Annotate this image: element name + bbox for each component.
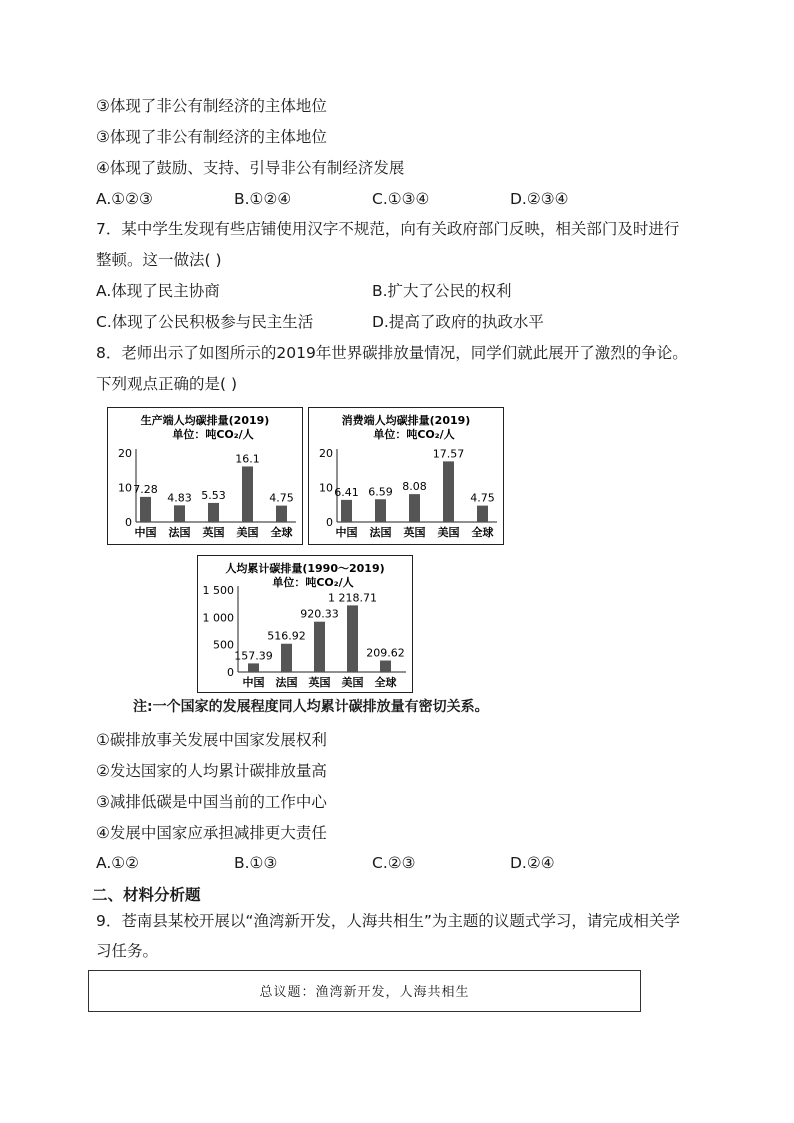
topic-box: [88, 970, 641, 1012]
q8-option-b[interactable]: B.①③: [234, 854, 278, 872]
chart-cumulative-per-capita: [197, 555, 413, 693]
chart-title: 消费端人均碳排量(2019): [341, 414, 471, 427]
x-tick-label: 法国: [275, 676, 298, 689]
x-tick-label: 英国: [308, 676, 331, 689]
bar: [276, 506, 287, 522]
x-tick-label: 法国: [168, 526, 191, 539]
bar: [281, 644, 292, 672]
q6-option-d[interactable]: D.②③④: [510, 190, 569, 208]
q8-statement-3: ③减排低碳是中国当前的工作中心: [96, 793, 327, 811]
chart-unit: 单位：吨CO₂/人: [172, 428, 254, 441]
q9-stem-line1: 9．苍南县某校开展以“渔湾新开发，人海共相生”为主题的议题式学习，请完成相关学: [96, 912, 680, 930]
topic-text: 总议题：渔湾新开发，人海共相生: [259, 985, 470, 1000]
bar-value-label: 5.53: [201, 488, 226, 502]
q6-option-b[interactable]: B.①②④: [234, 190, 292, 208]
chart-production-per-capita: [107, 407, 303, 545]
y-tick-label: 20: [319, 447, 333, 460]
q7-option-d[interactable]: D.提高了政府的执政水平: [372, 313, 544, 331]
bar: [380, 661, 391, 672]
bar: [174, 505, 185, 522]
bar-value-label: 17.57: [432, 447, 465, 461]
q6-statement-2: ③体现了非公有制经济的主体地位: [96, 97, 327, 115]
q8-stem-line1: 8．老师出示了如图所示的2019年世界碳排放量情况，同学们就此展开了激烈的争论。: [96, 344, 688, 362]
y-tick-label: 1 000: [202, 611, 234, 625]
bar: [140, 497, 151, 522]
x-tick-label: 美国: [341, 676, 364, 689]
x-tick-label: 中国: [335, 526, 358, 539]
q7-option-b[interactable]: B.扩大了公民的权利: [372, 282, 512, 300]
y-tick-label: 10: [319, 481, 333, 495]
chart-note: 注:一个国家的发展程度同人均累计碳排放量有密切关系。: [133, 699, 489, 715]
bar-value-label: 4.75: [269, 491, 294, 505]
q6-statement-4: ④体现了鼓励、支持、引导非公有制经济发展: [96, 159, 405, 177]
y-tick-label: 20: [118, 447, 132, 460]
q7-option-a[interactable]: A.体现了民主协商: [96, 282, 220, 300]
bar-value-label: 4.83: [167, 491, 192, 505]
y-tick-label: 500: [213, 638, 234, 652]
bar: [477, 506, 488, 522]
q8-statement-2: ②发达国家的人均累计碳排放量高: [96, 762, 327, 780]
bar-chart-cumulative: [198, 556, 412, 692]
q9-stem-line2: 习任务。: [96, 942, 159, 960]
x-tick-label: 英国: [202, 526, 225, 539]
bar-value-label: 7.28: [133, 482, 158, 496]
bar-value-label: 6.41: [334, 485, 359, 499]
bar: [347, 605, 358, 672]
bar-chart-production: [108, 408, 302, 544]
chart-title: 生产端人均碳排量(2019): [140, 414, 270, 427]
bar: [375, 499, 386, 522]
q8-option-c[interactable]: C.②③: [372, 854, 416, 872]
chart-unit: 单位：吨CO₂/人: [272, 576, 354, 589]
q8-option-a[interactable]: A.①②: [96, 854, 140, 872]
x-tick-label: 全球: [374, 676, 397, 689]
bar-value-label: 1 218.71: [328, 591, 377, 605]
x-tick-label: 法国: [369, 526, 392, 539]
x-tick-label: 中国: [134, 526, 157, 539]
y-tick-label: 0: [326, 516, 333, 529]
bar-value-label: 4.75: [470, 491, 495, 505]
y-tick-label: 10: [118, 481, 132, 495]
q8-stem-line2: 下列观点正确的是( ): [96, 375, 238, 393]
q6-statement-3: ③体现了非公有制经济的主体地位: [96, 128, 327, 146]
q8-option-d[interactable]: D.②④: [510, 854, 555, 872]
bar-value-label: 6.59: [368, 485, 393, 499]
y-tick-label: 0: [125, 516, 132, 529]
q6-option-c[interactable]: C.①③④: [372, 190, 430, 208]
chart-consumption-per-capita: [308, 407, 504, 545]
q6-option-a[interactable]: A.①②③: [96, 190, 153, 208]
bar: [242, 466, 253, 522]
x-tick-label: 全球: [471, 526, 494, 539]
section-heading: 二、材料分析题: [92, 886, 201, 904]
bar-value-label: 516.92: [267, 629, 306, 643]
bar: [409, 494, 420, 522]
bar: [443, 461, 454, 522]
bar: [208, 503, 219, 522]
y-tick-label: 1 500: [202, 584, 234, 597]
q8-statement-1: ①碳排放事关发展中国家发展权利: [96, 731, 327, 749]
bar: [314, 622, 325, 672]
x-tick-label: 中国: [242, 676, 265, 689]
bar-value-label: 8.08: [402, 480, 427, 494]
bar-value-label: 920.33: [300, 607, 339, 621]
x-tick-label: 美国: [236, 526, 259, 539]
y-tick-label: 0: [227, 666, 234, 679]
chart-title: 人均累计碳排量(1990～2019): [225, 562, 385, 575]
q7-stem-line2: 整顿。这一做法( ): [96, 251, 222, 269]
q7-option-c[interactable]: C.体现了公民积极参与民主生活: [96, 313, 314, 331]
bar-value-label: 209.62: [366, 646, 405, 660]
bar: [341, 500, 352, 522]
x-tick-label: 全球: [270, 526, 293, 539]
chart-unit: 单位：吨CO₂/人: [373, 428, 455, 441]
bar-value-label: 16.1: [235, 452, 260, 466]
bar-chart-consumption: [309, 408, 503, 544]
q8-statement-4: ④发展中国家应承担减排更大责任: [96, 824, 327, 842]
x-tick-label: 英国: [403, 526, 426, 539]
x-tick-label: 美国: [437, 526, 460, 539]
bar-value-label: 157.39: [234, 649, 273, 663]
bar: [248, 663, 259, 672]
q7-stem-line1: 7．某中学生发现有些店铺使用汉字不规范，向有关政府部门反映，相关部门及时进行: [96, 220, 680, 238]
